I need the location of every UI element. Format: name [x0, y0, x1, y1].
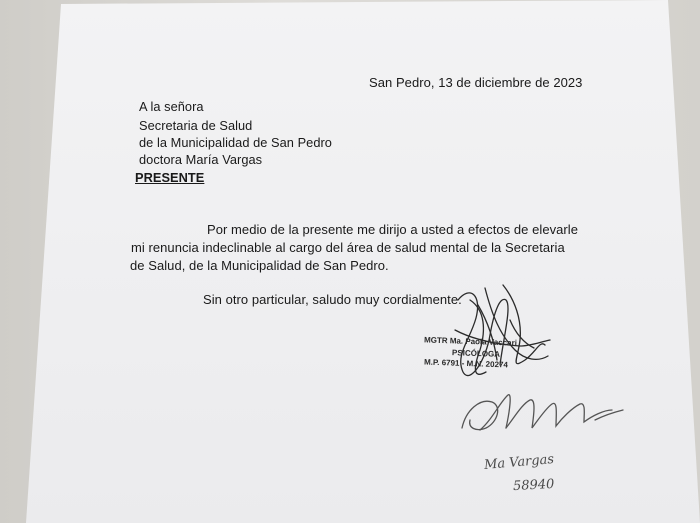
body-line-3: de Salud, de la Municipalidad de San Pedro.: [130, 258, 389, 273]
letter-date: San Pedro, 13 de diciembre de 2023: [369, 75, 583, 90]
greeting: PRESENTE: [135, 170, 205, 185]
handwritten-name: Ma Vargas: [483, 451, 555, 474]
recipient-line-3: de la Municipalidad de San Pedro: [139, 135, 332, 150]
lower-signature: [462, 395, 623, 430]
stamp-name: MGTR Ma. Paola Vaccari: [423, 335, 518, 348]
recipient-line-4: doctora María Vargas: [139, 152, 263, 167]
stamp-registration: M.P. 6791 - M.N. 20274: [423, 357, 509, 370]
recipient-line-2: Secretaria de Salud: [139, 118, 253, 133]
handwritten-number: 58940: [512, 476, 555, 495]
upper-signature: [455, 285, 550, 376]
recipient-line-1: A la señora: [139, 99, 204, 114]
closing-line: Sin otro particular, saludo muy cordialmente.: [203, 292, 462, 307]
stamp-title: PSICÓLOGA: [451, 348, 501, 359]
body-line-1: Por medio de la presente me dirijo a usted a efectos de elevarle: [207, 222, 579, 237]
body-line-2: mi renuncia indeclinable al cargo del área de salud mental de la Secretaria: [131, 240, 565, 255]
